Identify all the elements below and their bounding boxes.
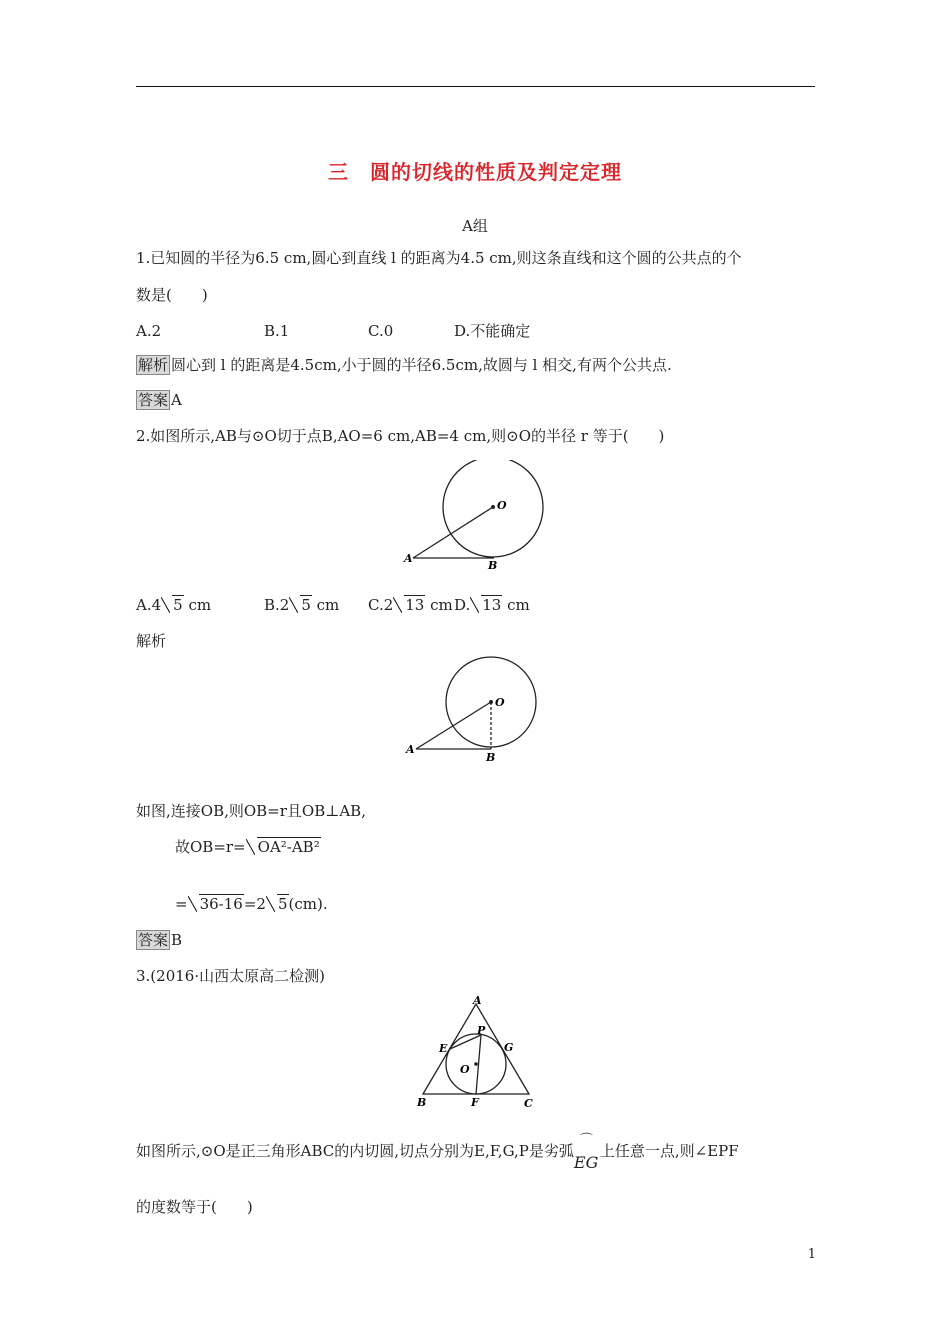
page-number: 1 — [807, 1247, 816, 1262]
q2-solution-line1: 如图,连接OB,则OB=r且OB⊥AB, — [136, 802, 366, 820]
q2-sol-label-b: B — [486, 751, 496, 764]
q3-label-f: F — [471, 1096, 479, 1109]
q2-sol-segment-ao — [416, 702, 491, 749]
q2-answer — [136, 929, 182, 951]
q2-label-b: B — [488, 559, 498, 572]
arc-eg: ⌒ EG — [574, 1140, 600, 1162]
q2-figure — [400, 460, 560, 575]
q2-sol-center-dot — [489, 700, 493, 704]
q2-option-b[interactable]: B.2 5 cm — [264, 596, 340, 614]
q3-segment-ep — [450, 1035, 481, 1049]
q3-stem: 3.(2016·山西太原高二检测) — [136, 967, 325, 985]
q2-solution-figure — [405, 655, 555, 767]
q2-options — [136, 594, 530, 616]
q2-analysis-heading: 解析 — [136, 632, 167, 650]
q2-option-d[interactable]: D. 13 cm — [454, 596, 530, 614]
q2-label-o: O — [497, 499, 507, 512]
q2-label-a: A — [404, 552, 413, 565]
q3-label-e: E — [439, 1042, 448, 1055]
q3-label-p: P — [477, 1024, 486, 1037]
q2-sol-label-o: O — [495, 696, 505, 709]
q3-label-b: B — [417, 1096, 427, 1109]
q3-label-g: G — [504, 1041, 514, 1054]
q1-answer — [136, 389, 182, 411]
q1-stem-line2: 数是( ) — [136, 286, 208, 304]
q2-solution-line2: 故OB=r= OA²-AB² — [175, 838, 320, 856]
analysis-tag: 解析 — [138, 356, 169, 374]
q1-stem-line1: 1.已知圆的半径为6.5 cm,圆心到直线 l 的距离为4.5 cm,则这条直线和这个圆的公共点的个 — [136, 249, 742, 267]
q2-sol-label-a: A — [406, 743, 415, 756]
q1-analysis-text: 圆心到 l 的距离是4.5cm,小于圆的半径6.5cm,故圆与 l 相交,有两个公共点. — [171, 356, 672, 374]
q1-answer-text: A — [171, 391, 182, 409]
q3-description: 如图所示,⊙O是正三角形ABC的内切圆,切点分别为E,F,G,P是劣弧 ⌒ EG 上任意一点,则∠EPF — [136, 1140, 739, 1162]
q2-answer-text: B — [171, 931, 183, 949]
q1-option-c[interactable]: C.0 — [368, 322, 394, 340]
q2-solution-line3: = 36-16=2 5(cm). — [175, 895, 328, 913]
answer-tag: 答案 — [138, 391, 169, 409]
q3-label-a: A — [473, 994, 482, 1007]
answer-tag: 答案 — [138, 931, 169, 949]
q1-analysis — [136, 354, 672, 376]
q2-segment-ao — [413, 507, 493, 558]
q1-option-b[interactable]: B.1 — [264, 322, 290, 340]
header-rule — [136, 86, 815, 87]
group-label: A组 — [462, 217, 488, 235]
q3-center-dot — [474, 1062, 478, 1066]
q3-description-line2: 的度数等于( ) — [136, 1198, 253, 1216]
section-title: 三 圆的切线的性质及判定定理 — [328, 160, 622, 184]
arc-icon: ⌒ — [579, 1133, 593, 1148]
q1-option-d[interactable]: D.不能确定 — [454, 322, 531, 340]
q2-option-c[interactable]: C.2 13 cm — [368, 596, 453, 614]
q3-label-c: C — [524, 1097, 533, 1110]
q2-option-a[interactable]: A.4 5 cm — [136, 596, 212, 614]
q3-label-o: O — [460, 1063, 470, 1076]
q2-center-dot — [491, 505, 495, 509]
q1-options — [136, 320, 530, 342]
q3-figure — [408, 992, 548, 1112]
q1-option-a[interactable]: A.2 — [136, 322, 162, 340]
q2-stem: 2.如图所示,AB与⊙O切于点B,AO=6 cm,AB=4 cm,则⊙O的半径 r 等于( ) — [136, 427, 665, 445]
